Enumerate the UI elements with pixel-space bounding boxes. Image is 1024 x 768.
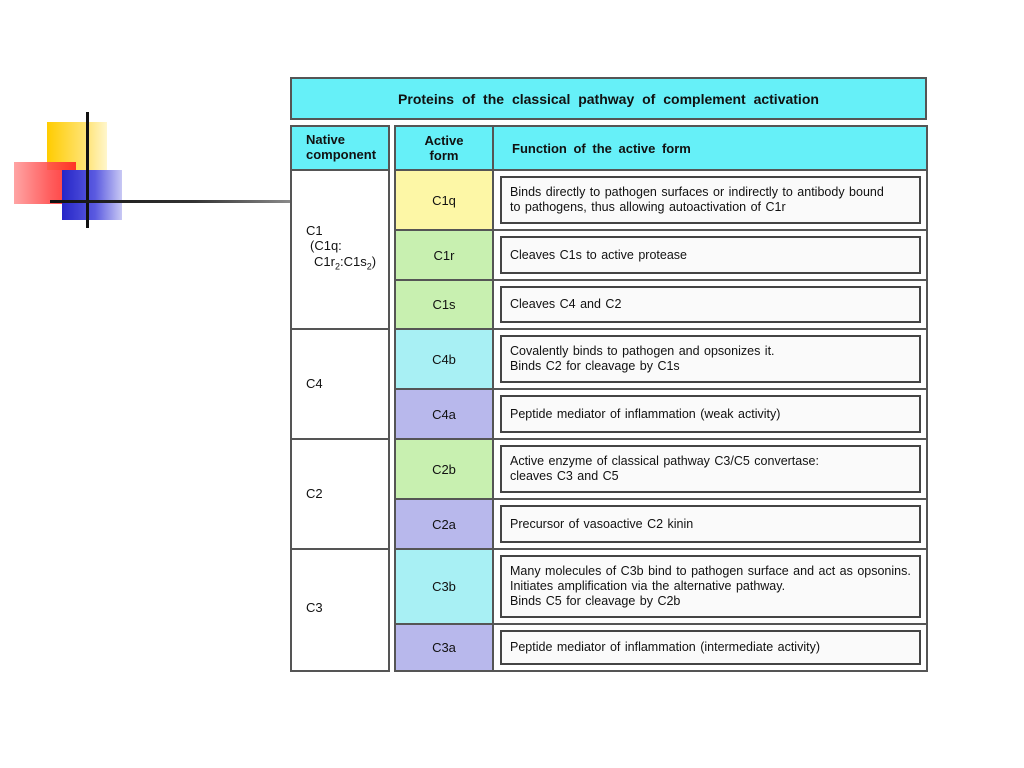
native-c1-detail-1: (C1q:	[310, 238, 342, 253]
table-title-text: Proteins of the classical pathway of complement activation	[398, 90, 819, 107]
active-header-line2: form	[429, 148, 459, 163]
native-cell-c2	[292, 440, 388, 550]
function-cell: Cleaves C1s to active protease	[500, 236, 921, 274]
native-cell-c1	[292, 171, 388, 330]
function-cell: Many molecules of C3b bind to pathogen surface and act as opsonins. Initiates amplification via the alternative pathway. Binds C5 for cleavage by C2b	[500, 555, 921, 618]
active-header-line1: Active	[424, 133, 464, 148]
active-form-cell: C4b	[396, 330, 494, 388]
table-row	[396, 625, 926, 670]
decorative-vertical-line	[86, 112, 89, 228]
native-cell-c3	[292, 550, 388, 670]
table-row	[396, 171, 926, 231]
table-row	[396, 281, 926, 330]
function-cell: Peptide mediator of inflammation (intermediate activity)	[500, 630, 921, 665]
active-form-cell: C2a	[396, 500, 494, 548]
native-component-column	[290, 125, 390, 672]
active-form-cell: C1r	[396, 231, 494, 279]
native-c1-detail-2: $C1r_2:C1s_2$)	[314, 254, 377, 272]
native-c2-name: C2	[306, 486, 323, 501]
table-row	[396, 440, 926, 500]
native-c1-name: C1	[306, 223, 323, 238]
active-form-cell: C4a	[396, 390, 494, 438]
function-cell: Active enzyme of classical pathway C3/C5 convertase: cleaves C3 and C5	[500, 445, 921, 493]
function-cell: Precursor of vasoactive C2 kinin	[500, 505, 921, 543]
table-row	[396, 550, 926, 625]
function-cell: Cleaves C4 and C2	[500, 286, 921, 323]
table-row	[396, 390, 926, 440]
function-header-text: Function of the active form	[512, 140, 691, 156]
active-form-cell: C2b	[396, 440, 494, 498]
function-cell: Covalently binds to pathogen and opsonizes it. Binds C2 for cleavage by C1s	[500, 335, 921, 383]
decorative-blue-square	[62, 170, 122, 220]
native-header-line1: Native	[306, 132, 346, 147]
decorative-horizontal-line	[50, 200, 290, 203]
table-row	[396, 330, 926, 390]
active-form-cell: C1s	[396, 281, 494, 328]
active-form-cell: C3b	[396, 550, 494, 623]
active-form-cell: C1q	[396, 171, 494, 229]
native-header-line2: component	[306, 147, 377, 162]
native-component-header	[292, 127, 388, 171]
table-row	[396, 231, 926, 281]
native-c3-name: C3	[306, 600, 323, 615]
table-title	[290, 77, 927, 120]
native-cell-c4	[292, 330, 388, 440]
active-function-frame	[394, 125, 928, 672]
function-header	[494, 127, 926, 171]
active-form-header	[396, 127, 494, 171]
function-cell: Peptide mediator of inflammation (weak activity)	[500, 395, 921, 433]
table-row	[396, 500, 926, 550]
active-form-cell: C3a	[396, 625, 494, 670]
native-c4-name: C4	[306, 376, 323, 391]
function-cell: Binds directly to pathogen surfaces or indirectly to antibody bound to pathogens, thus allowing autoactivation of C1r	[500, 176, 921, 224]
